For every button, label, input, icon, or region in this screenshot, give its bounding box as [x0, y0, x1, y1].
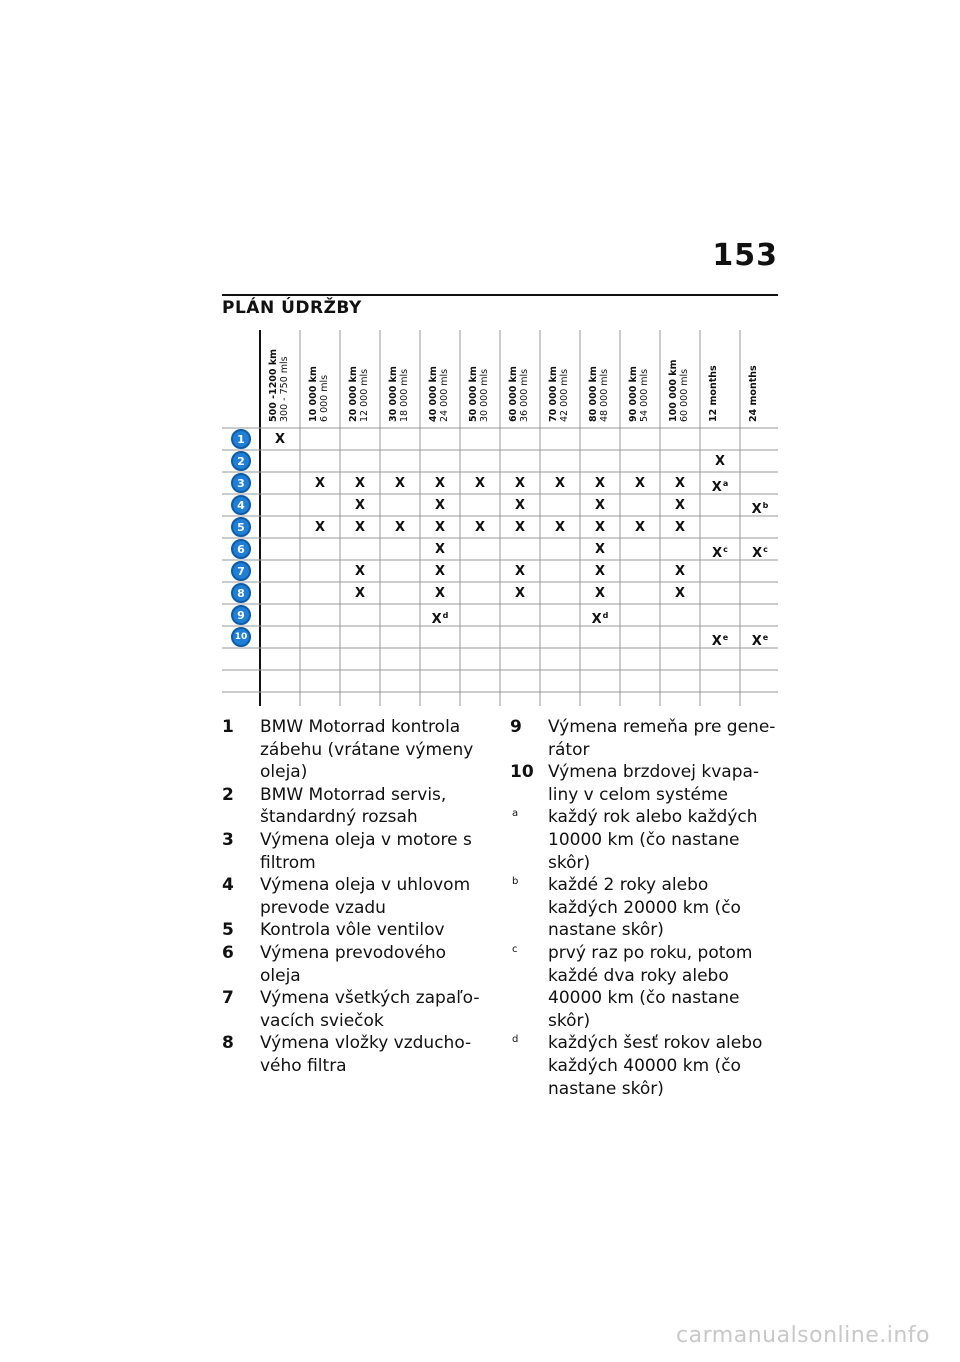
maintenance-mark: Xe [751, 633, 769, 649]
maintenance-mark: X [594, 586, 606, 601]
legend-key: c [512, 943, 518, 955]
watermark: carmanualsonline.info [676, 1323, 930, 1348]
maintenance-mark: X [714, 454, 726, 469]
footnote-marker: e [722, 633, 729, 642]
legend-item [222, 987, 487, 1032]
legend-key: 3 [222, 829, 234, 850]
legend-text: každý rok alebo každých 10000 km (čo nastane skôr) [548, 807, 758, 873]
maintenance-mark: X [314, 476, 326, 491]
column-header [508, 366, 530, 422]
table-grid [222, 330, 778, 706]
column-header-mls: 24 000 mls [439, 368, 450, 422]
maintenance-mark: X [514, 586, 526, 601]
legend-text: každé 2 roky alebo každých 20000 km (čo nastane skôr) [548, 875, 741, 941]
maintenance-mark: X [594, 542, 606, 557]
maintenance-mark: X [674, 564, 686, 579]
legend-item [510, 761, 780, 806]
legend-text: Výmena brzdovej kvapa-liny v celom systéme [548, 762, 760, 805]
legend-key: 9 [510, 717, 522, 737]
maintenance-mark: $X^a$ [711, 479, 729, 495]
maintenance-mark: X [474, 476, 486, 491]
legend-text: prvý raz po roku, potom každé dva roky alebo 40000 km (čo nastane skôr) [548, 942, 753, 1031]
legend-key: 10 [510, 762, 534, 783]
legend-text: Kontrola vôle ventilov [260, 920, 445, 941]
maintenance-mark: X [594, 498, 606, 513]
maintenance-mark: X [394, 520, 406, 535]
column-header-km: 100 000 km [668, 359, 679, 422]
maintenance-mark: X [274, 432, 286, 447]
column-header [748, 365, 759, 422]
legend-item [222, 716, 487, 784]
maintenance-mark: X [634, 520, 646, 535]
legend-key: 5 [222, 920, 234, 941]
maintenance-mark: X [514, 498, 526, 513]
legend-text: Výmena všetkých zapaľo-vacích sviečok [260, 988, 480, 1031]
footnote-marker: a [722, 479, 729, 488]
column-header-mls: 12 000 mls [359, 368, 370, 422]
footnote-marker: d [602, 611, 609, 620]
maintenance-mark: X [434, 520, 446, 535]
legend-item [222, 784, 487, 829]
legend-item [510, 942, 780, 1032]
maintenance-mark: X [434, 586, 446, 601]
row-badge: 7 [231, 561, 251, 581]
maintenance-mark: X [674, 498, 686, 513]
column-header-mls: 6 000 mls [319, 374, 330, 422]
column-header [268, 349, 290, 422]
legend-text: BMW Motorrad kontrola zábehu (vrátane výmeny oleja) [260, 717, 474, 783]
maintenance-mark: Xe [711, 633, 729, 649]
column-header [708, 365, 719, 422]
column-header-mls: 36 000 mls [519, 368, 530, 422]
column-header-km: 70 000 km [548, 366, 559, 422]
maintenance-mark: X [674, 476, 686, 491]
maintenance-mark: $X^d$ [591, 611, 609, 627]
maintenance-mark: X [514, 476, 526, 491]
column-header [348, 366, 370, 422]
column-header [428, 366, 450, 422]
maintenance-mark: X [314, 520, 326, 535]
maintenance-mark: X [434, 542, 446, 557]
legend-right [510, 716, 780, 1100]
column-header-km: 80 000 km [588, 366, 599, 422]
legend-key: 1 [222, 717, 234, 737]
maintenance-mark: X [594, 564, 606, 579]
legend-key: b [512, 876, 519, 888]
column-header-km: 10 000 km [308, 366, 319, 422]
column-header-mls: 42 000 mls [559, 368, 570, 422]
legend-text: Výmena oleja v uhlovom prevode vzadu [260, 875, 471, 918]
maintenance-mark: X [434, 476, 446, 491]
title-rule [222, 294, 778, 296]
row-badge: 2 [231, 451, 251, 471]
maintenance-mark: X [674, 520, 686, 535]
footnote-marker: b [762, 501, 769, 510]
maintenance-mark: X [514, 564, 526, 579]
section-title: PLÁN ÚDRŽBY [222, 298, 362, 318]
footnote-marker: e [762, 633, 769, 642]
column-header-mls: 60 000 mls [679, 368, 690, 422]
column-header-mls: 54 000 mls [639, 368, 650, 422]
legend-item [222, 919, 487, 942]
maintenance-mark: X [674, 586, 686, 601]
legend-text: Výmena oleja v motore s filtrom [260, 829, 472, 873]
legend-text: Výmena remeňa pre gene-rátor [548, 717, 776, 760]
maintenance-mark: X [594, 476, 606, 491]
maintenance-mark: X [514, 520, 526, 535]
legend-item [222, 829, 487, 874]
column-header-km: 20 000 km [348, 366, 359, 422]
column-header [308, 366, 330, 422]
legend-key: a [512, 808, 519, 820]
column-header-mls: 18 000 mls [399, 368, 410, 422]
row-badge: 10 [231, 627, 251, 647]
legend-key: 7 [222, 988, 234, 1009]
maintenance-mark: X [554, 520, 566, 535]
footnote-marker: c [723, 545, 728, 554]
maintenance-mark: X [594, 520, 606, 535]
column-header [668, 360, 690, 423]
maintenance-mark: X [434, 564, 446, 579]
maintenance-mark: X [354, 564, 366, 579]
column-header-km: 60 000 km [508, 366, 519, 422]
legend-text: Výmena vložky vzducho-vého filtra [260, 1033, 472, 1076]
maintenance-mark: $X^c$ [712, 545, 728, 561]
page-number: 153 [712, 238, 778, 273]
legend-left [222, 716, 487, 1078]
row-badge: 9 [231, 605, 251, 625]
column-header-km: 12 months [708, 365, 719, 422]
legend-item [510, 1032, 780, 1100]
legend-item [510, 806, 780, 874]
row-badge: 4 [231, 495, 251, 515]
maintenance-table [222, 330, 778, 706]
maintenance-mark: X [554, 476, 566, 491]
row-badge: 6 [231, 539, 251, 559]
column-header-km: 90 000 km [628, 366, 639, 422]
legend-item [510, 716, 780, 761]
footnote-marker: d [442, 611, 449, 620]
column-header [388, 366, 410, 422]
maintenance-mark: X [394, 476, 406, 491]
column-header-km: 24 months [748, 365, 759, 422]
maintenance-mark: X [354, 476, 366, 491]
legend-key: 4 [222, 875, 234, 896]
legend-item [222, 942, 487, 987]
maintenance-mark: X [354, 586, 366, 601]
row-badge: 3 [231, 473, 251, 493]
column-header [628, 366, 650, 422]
row-badge: 5 [231, 517, 251, 537]
row-badge: 1 [231, 429, 251, 449]
legend-key: 2 [222, 784, 234, 805]
column-header-km: 30 000 km [388, 366, 399, 422]
legend-key: 6 [222, 942, 234, 963]
maintenance-mark: $X^d$ [431, 611, 449, 627]
legend-item [222, 874, 487, 919]
column-header-mls: 30 000 mls [479, 368, 490, 422]
legend-text: každých šesť rokov alebo každých 40000 km (čo nastane skôr) [548, 1033, 763, 1099]
legend-key: d [512, 1034, 519, 1046]
maintenance-mark: X [634, 476, 646, 491]
column-header-mls: 48 000 mls [599, 368, 610, 422]
legend-text: BMW Motorrad servis, štandardný rozsah [260, 784, 447, 828]
legend-item [222, 1032, 487, 1077]
column-header [468, 366, 490, 422]
column-header-km: 40 000 km [428, 366, 439, 422]
column-header-km: 50 000 km [468, 366, 479, 422]
column-header [548, 366, 570, 422]
legend-key: 8 [222, 1033, 234, 1054]
column-header-mls: 300 - 750 mls [279, 356, 290, 422]
column-header-km: 500 -1200 km [268, 348, 279, 422]
maintenance-mark: X [354, 520, 366, 535]
maintenance-mark: X [474, 520, 486, 535]
legend-text: Výmena prevodového oleja [260, 942, 447, 986]
maintenance-mark: $X^b$ [751, 501, 769, 517]
row-badge: 8 [231, 583, 251, 603]
legend-item [510, 874, 780, 942]
maintenance-mark: X [434, 498, 446, 513]
column-header [588, 366, 610, 422]
footnote-marker: c [763, 545, 768, 554]
maintenance-mark: X [354, 498, 366, 513]
maintenance-mark: $X^c$ [752, 545, 768, 561]
